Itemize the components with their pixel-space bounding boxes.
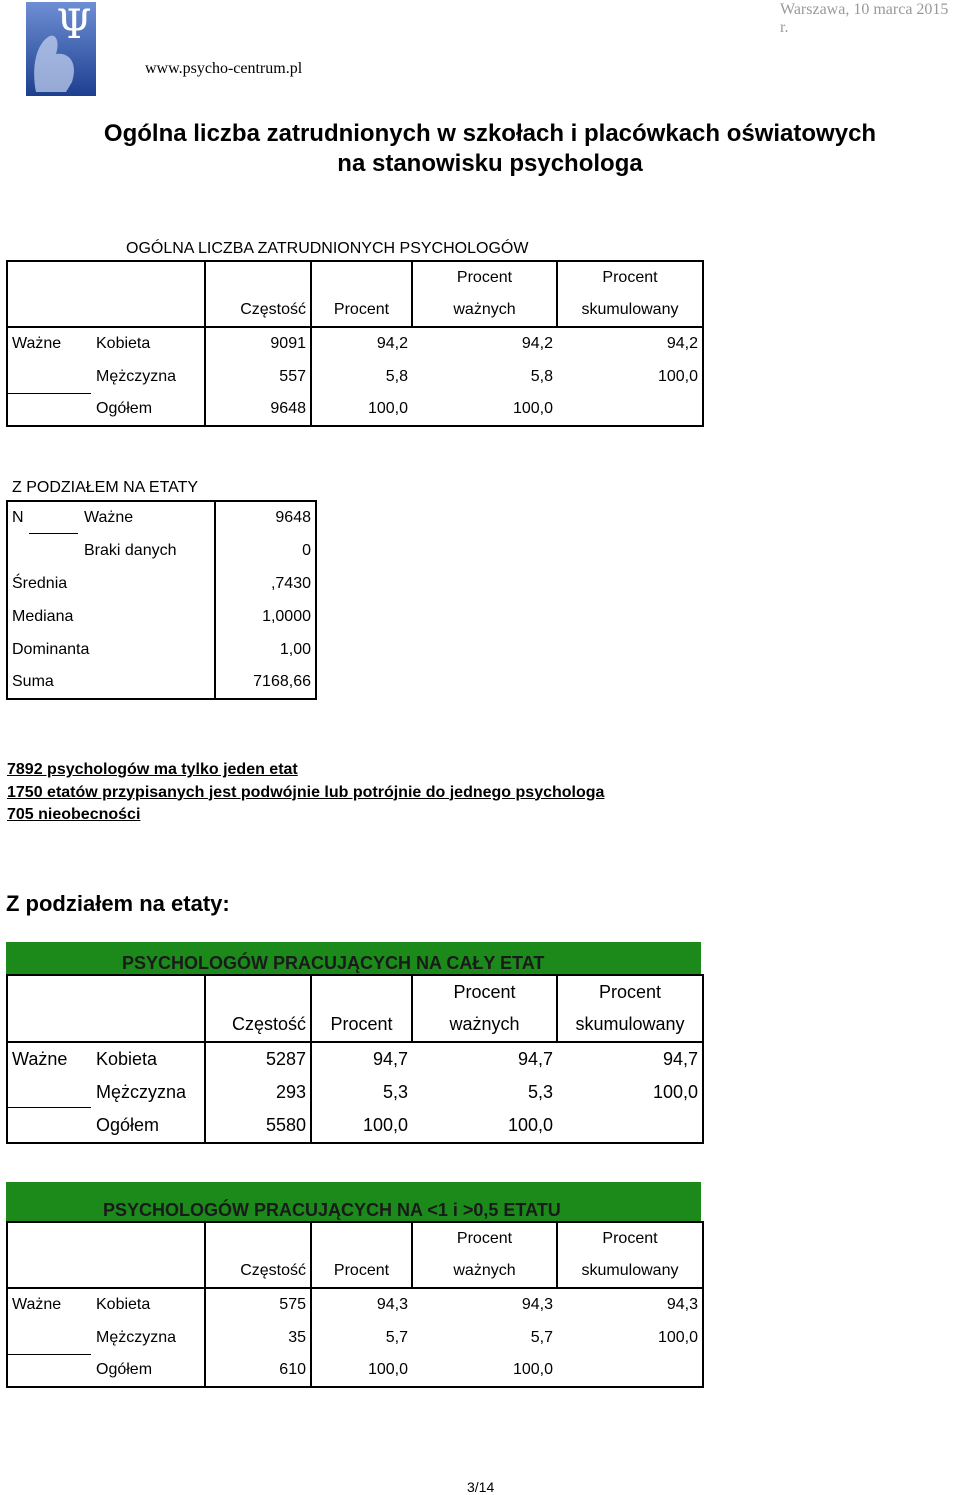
header-cum-pct-1: Procent: [557, 975, 703, 1009]
cell-frequency: 293: [205, 1076, 311, 1110]
note-item: 7892 psychologów ma tylko jeden etat: [7, 761, 298, 778]
cell-frequency: 9648: [205, 393, 311, 426]
cell-valid-percent: 5,7: [530, 1328, 553, 1346]
cell-frequency: 35: [205, 1321, 311, 1354]
table-row: [7, 1354, 703, 1387]
cell-frequency: 557: [205, 360, 311, 393]
website-link[interactable]: www.psycho-centrum.pl: [145, 60, 303, 77]
row-label: Ogółem: [92, 1109, 205, 1143]
stat-n-label: N: [7, 501, 80, 534]
cell-cumulative-percent: 100,0: [557, 1076, 703, 1110]
cell-cumulative-percent: 100,0: [557, 1321, 703, 1354]
header-percent: Procent: [311, 1255, 412, 1288]
organization-name: Stowarzyszenie Psychologów Polskich: [100, 30, 350, 47]
cell-frequency: 610: [205, 1354, 311, 1387]
section-heading: Z podziałem na etaty:: [6, 891, 230, 916]
header-valid-pct-2: ważnych: [412, 1255, 557, 1288]
cell-percent: 94,7: [372, 1048, 408, 1069]
row-group-label: Ważne: [7, 1288, 92, 1321]
cell-frequency: 5287: [205, 1042, 311, 1076]
stat-mean-label: Średnia: [7, 567, 215, 600]
row-label: Kobieta: [92, 1288, 205, 1321]
cell-valid-percent: 94,2: [521, 335, 553, 352]
header-cum-pct-1: Procent: [557, 261, 703, 294]
stat-mean-value: ,7430: [215, 567, 316, 600]
header-valid-pct-1: Procent: [412, 261, 557, 294]
cell-percent: 5,7: [385, 1328, 408, 1346]
cell-valid-percent: 94,3: [521, 1296, 553, 1313]
row-separator: [8, 393, 91, 394]
table-row: [7, 327, 703, 360]
note-item: 705 nieobecności: [7, 806, 141, 823]
row-label: Ogółem: [92, 393, 205, 426]
stat-sum-value: 7168,66: [215, 666, 316, 699]
cell-valid-percent: 94,7: [517, 1048, 553, 1069]
table-row: [7, 1109, 703, 1143]
cell-frequency: 575: [205, 1288, 311, 1321]
header-percent: Procent: [311, 1009, 412, 1043]
cell-percent: 100,0: [311, 1354, 412, 1387]
cell-percent: 5,3: [382, 1082, 408, 1103]
stat-median-value: 1,0000: [215, 600, 316, 633]
note-item: 1750 etatów przypisanych jest podwójnie lub potrójnie do jednego psychologa: [7, 783, 605, 801]
cell-cumulative-percent: 100,0: [557, 360, 703, 393]
table-row: [7, 360, 703, 393]
statistics-table: [6, 500, 317, 700]
document-date: Warszawa, 10 marca 2015 r.: [780, 1, 949, 36]
page-number: 3/14: [467, 1479, 495, 1495]
page-title-line-1: Ogólna liczba zatrudnionych w szkołach i placówkach oświatowych: [103, 120, 877, 147]
stat-valid-value: 9648: [215, 501, 316, 534]
row-group-label: Ważne: [7, 327, 92, 360]
stat-valid-label: Ważne: [80, 501, 215, 534]
table-row: [7, 1288, 703, 1321]
header-cum-pct-2: skumulowany: [557, 1009, 703, 1043]
header-cum-pct-2: skumulowany: [557, 294, 703, 327]
cell-valid-percent: 100,0: [412, 1109, 557, 1143]
header-valid-pct-2: ważnych: [412, 294, 557, 327]
cell-percent: 100,0: [311, 1109, 412, 1143]
cell-percent: 100,0: [311, 393, 412, 426]
row-separator: [29, 533, 78, 534]
notes-block: [7, 759, 604, 827]
cell-frequency: 9091: [205, 327, 311, 360]
organization-logo: [26, 2, 96, 96]
header-valid-pct-1: Procent: [412, 1222, 557, 1255]
table2-title: PSYCHOLOGÓW PRACUJĄCYCH NA CAŁY ETAT: [122, 953, 545, 973]
header-cum-pct-1: Procent: [557, 1222, 703, 1255]
row-label: Mężczyzna: [92, 360, 205, 393]
stat-missing-value: 0: [215, 534, 316, 567]
table-row: [7, 1321, 703, 1354]
table-row: [7, 393, 703, 426]
stat-mode-label: Dominanta: [7, 633, 215, 666]
cell-valid-percent: 5,3: [527, 1082, 553, 1103]
header-valid-pct-1: Procent: [412, 975, 557, 1009]
svg-text:Ψ: Ψ: [56, 2, 92, 48]
page-title-line-2: na stanowisku psychologa: [337, 150, 643, 177]
header-valid-pct-2: ważnych: [412, 1009, 557, 1043]
row-label: Kobieta: [92, 1042, 205, 1076]
row-label: Kobieta: [92, 327, 205, 360]
frequency-table-part-time: [6, 1221, 704, 1388]
header-frequency: Częstość: [205, 1255, 311, 1288]
cell-cumulative-percent: [557, 393, 703, 426]
header-frequency: Częstość: [205, 1009, 311, 1043]
header-cum-pct-2: skumulowany: [557, 1255, 703, 1288]
cell-frequency: 5580: [205, 1109, 311, 1143]
table3-title: PSYCHOLOGÓW PRACUJĄCYCH NA <1 i >0,5 ETATU: [103, 1200, 561, 1220]
header-frequency: Częstość: [205, 294, 311, 327]
cell-percent: 94,3: [376, 1296, 408, 1313]
stat-sum-label: Suma: [7, 666, 215, 699]
cell-cumulative-percent: 94,7: [557, 1042, 703, 1076]
stat-mode-value: 1,00: [215, 633, 316, 666]
row-separator: [8, 1354, 91, 1355]
frequency-table-full-time: [6, 974, 704, 1144]
cell-cumulative-percent: 94,3: [557, 1288, 703, 1321]
cell-percent: 5,8: [385, 367, 408, 385]
header-percent: Procent: [311, 294, 412, 327]
row-label: Mężczyzna: [92, 1076, 205, 1110]
cell-cumulative-percent: [557, 1109, 703, 1143]
stats-title: Z PODZIAŁEM NA ETATY: [12, 479, 199, 496]
row-group-label: Ważne: [7, 1042, 92, 1076]
frequency-table-overall: [6, 260, 704, 427]
row-separator: [8, 1107, 91, 1108]
cell-valid-percent: 100,0: [412, 1354, 557, 1387]
page-title: [0, 119, 960, 179]
row-label: Ogółem: [92, 1354, 205, 1387]
cell-valid-percent: 5,8: [530, 367, 553, 385]
table-row: [7, 1042, 703, 1076]
stat-missing-label: Braki danych: [80, 534, 215, 567]
stat-median-label: Mediana: [7, 600, 215, 633]
table-row: [7, 1076, 703, 1110]
cell-cumulative-percent: 94,2: [557, 327, 703, 360]
table1-title: OGÓLNA LICZBA ZATRUDNIONYCH PSYCHOLOGÓW: [126, 240, 529, 257]
cell-percent: 94,2: [376, 335, 408, 352]
row-label: Mężczyzna: [92, 1321, 205, 1354]
cell-cumulative-percent: [557, 1354, 703, 1387]
cell-valid-percent: 100,0: [412, 393, 557, 426]
